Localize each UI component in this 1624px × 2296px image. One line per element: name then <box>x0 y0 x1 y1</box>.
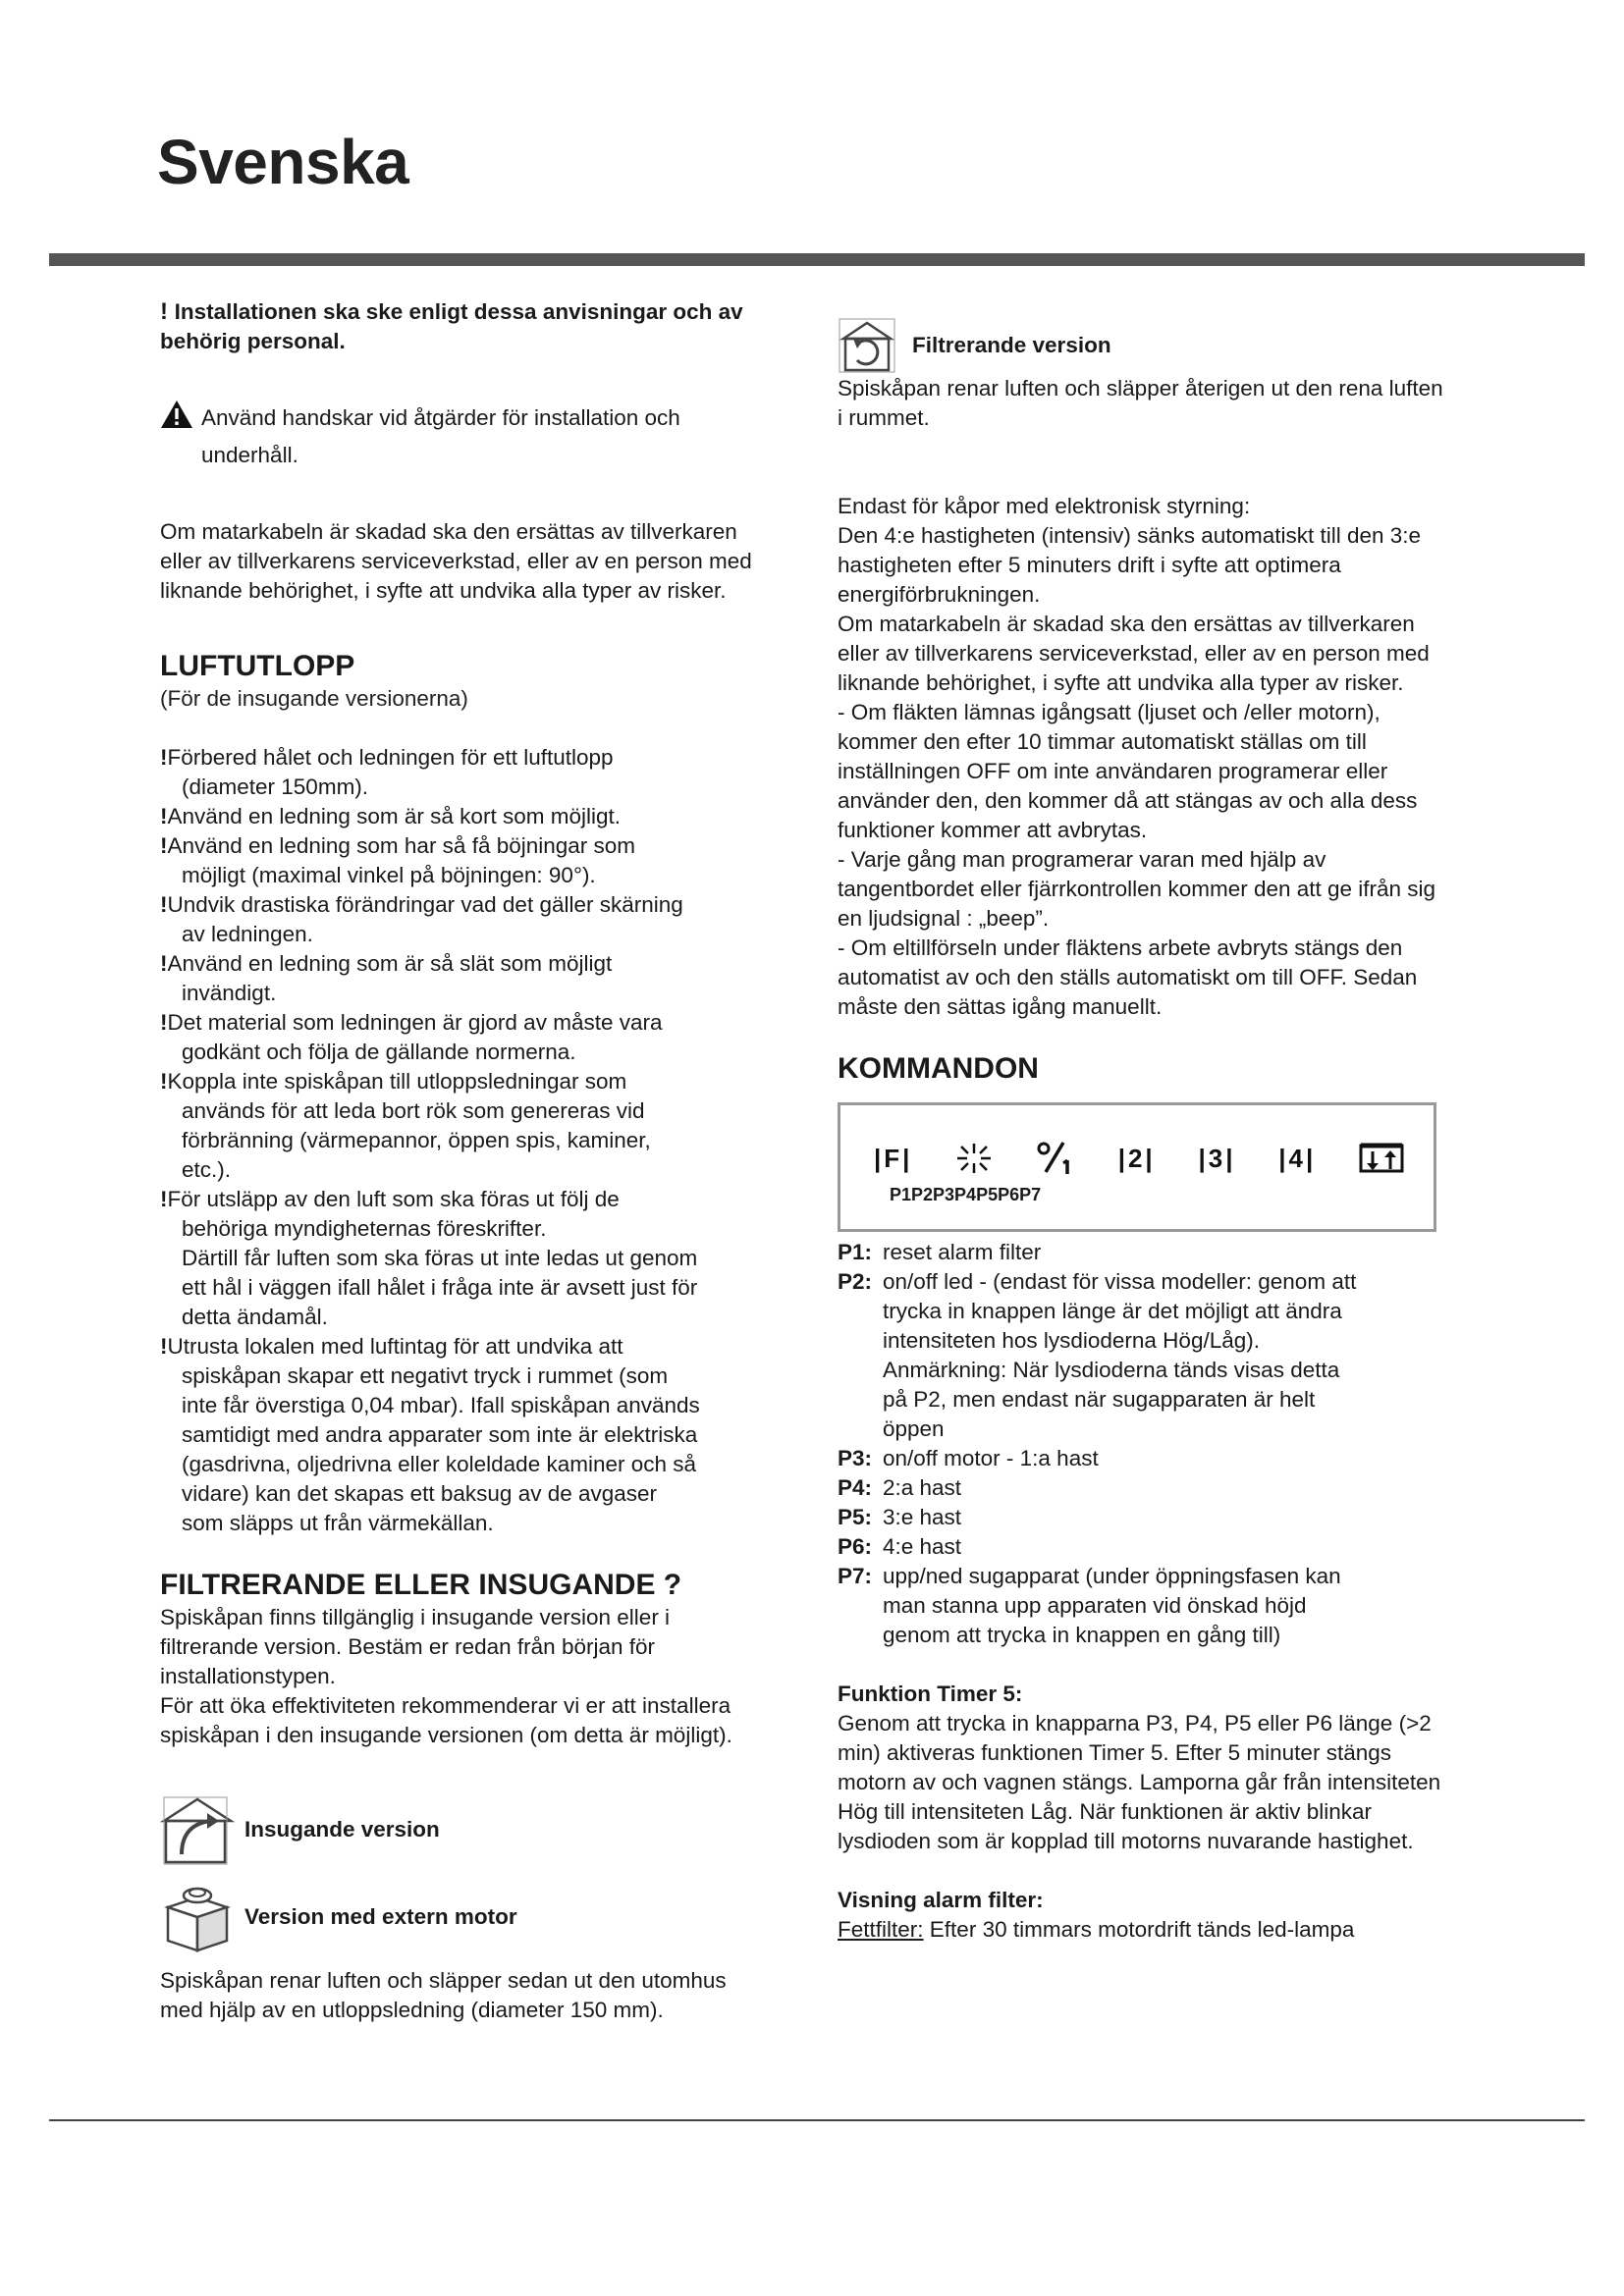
insugande-label: Insugande version <box>244 1817 440 1842</box>
list-item: P5: 3:e hast <box>838 1505 962 1529</box>
top-divider <box>49 253 1585 266</box>
gloves-warning-text: Använd handskar vid åtgärder för installation och underhåll. <box>201 405 680 467</box>
speed-3-symbol: |3| <box>1198 1144 1236 1173</box>
speed-2-symbol: |2| <box>1117 1144 1156 1173</box>
list-item: P4: 2:a hast <box>838 1475 962 1500</box>
cable-paragraph: Om matarkabeln är skadad ska den ersättas av tillverkaren eller av tillverkarens serviceverkstad, eller av en person med liknande behörighet, i syfte att undvika alla typer av risker. <box>160 519 752 603</box>
electronic-line-5: - Varje gång man programerar varan med hjälp av tangentbordet eller fjärrkontrollen kommer den att ge ifrån sig en ljudsignal : „beep”. <box>838 847 1436 931</box>
list-item: !Koppla inte spiskåpan till utloppsledningar som används för att leda bort rök som genereras vid förbränning (värmepannor, öppen spis, kaminer, etc.). <box>160 1069 651 1182</box>
filter-paragraph-1: Spiskåpan finns tillgänglig i insugande version eller i filtrerande version. Bestäm er redan från början för installationstypen. <box>160 1605 671 1688</box>
fettfilter-label: Fettfilter: <box>838 1917 924 1942</box>
p-list <box>838 1238 1451 1650</box>
left-column <box>160 297 764 2025</box>
filter-reset-symbol: |F| <box>874 1144 913 1173</box>
filter-paragraph-2: För att öka effektiviteten rekommenderar vi er att installera spiskåpan i den insugande versionen (om detta är möjligt). <box>160 1693 732 1747</box>
alarm-heading: Visning alarm filter: <box>838 1888 1044 1912</box>
electronic-line-6: - Om eltillförseln under fläktens arbete avbryts stängs den automatist av och den ställs automatiskt om till OFF. Sedan måste den sättas igång manuellt. <box>838 935 1418 1019</box>
up-down-icon <box>1359 1142 1404 1175</box>
motor-onoff-icon <box>1036 1141 1075 1176</box>
list-item: !Använd en ledning som har så få böjningar som möjligt (maximal vinkel på böjningen: 90°). <box>160 833 636 887</box>
panel-labels: P1P2P3P4P5P6P7 <box>890 1185 1042 1204</box>
insugande-version <box>160 1793 764 1866</box>
list-item: !Det material som ledningen är gjord av måste vara godkänt och följa de gällande normerna. <box>160 1010 663 1064</box>
alarm-text: Efter 30 timmars motordrift tänds led-lampa <box>929 1917 1355 1942</box>
list-item: P2: on/off led - (endast för vissa modeller: genom att trycka in knappen länge är det möjligt att ändra intensiteten hos lysdioderna Hög/Låg). Anmärkning: När lysdioderna tänds visas detta på P2, men endast när sugapparaten är helt öppen <box>838 1269 1357 1441</box>
list-item: P3: on/off motor - 1:a hast <box>838 1446 1099 1470</box>
extern-motor-text: Spiskåpan renar luften och släpper sedan ut den utomhus med hjälp av en utloppsledning (diameter 150 mm). <box>160 1968 727 2022</box>
list-item: P6: 4:e hast <box>838 1534 962 1559</box>
page-title: Svenska <box>157 127 409 197</box>
external-motor-icon <box>160 1880 235 1954</box>
filtrerande-text: Spiskåpan renar luften och släpper återigen ut den rena luften i rummet. <box>838 376 1443 430</box>
warning-triangle-icon <box>160 400 193 429</box>
list-item: !Förbered hålet och ledningen för ett luftutlopp (diameter 150mm). <box>160 745 614 799</box>
installation-warning-text: Installationen ska ske enligt dessa anvisningar och av behörig personal. <box>160 299 743 353</box>
filtrerande-label: Filtrerande version <box>912 333 1111 357</box>
alarm-text-line <box>838 1915 1451 1945</box>
luftutlopp-heading: LUFTUTLOPP <box>160 650 355 682</box>
timer-heading: Funktion Timer 5: <box>838 1682 1023 1706</box>
gloves-warning <box>160 400 764 474</box>
control-panel <box>838 1102 1436 1232</box>
bottom-divider <box>49 2119 1585 2121</box>
luftutlopp-subheading: (För de insugande versionerna) <box>160 686 468 711</box>
recirculation-house-icon <box>838 317 912 374</box>
filtrerande-version <box>838 317 1451 374</box>
timer-text: Genom att trycka in knapparna P3, P4, P5 eller P6 länge (>2 min) aktiveras funktionen Timer 5. Efter 5 minuter stängs motorn av och vagnen stängs. Lamporna går från intensiteten Hög till intensiteten Låg. När funktionen är aktiv blinkar lysdioden som är kopplad till motorns nuvarande hastighet. <box>838 1711 1441 1853</box>
ducted-house-icon <box>160 1793 235 1866</box>
panel-symbols <box>874 1139 1404 1178</box>
electronic-line-2: Den 4:e hastigheten (intensiv) sänks automatiskt till den 3:e hastigheten efter 5 minuters drift i syfte att optimera energiförbrukningen. <box>838 523 1422 607</box>
speed-4-symbol: |4| <box>1278 1144 1317 1173</box>
extern-motor-label: Version med extern motor <box>244 1904 517 1929</box>
kommandon-heading: KOMMANDON <box>838 1052 1039 1085</box>
list-item: !Utrusta lokalen med luftintag för att undvika att spiskåpan skapar ett negativt tryck i rummet (som inte får överstiga 0,04 mbar). Ifall spiskåpan används samtidigt med andra apparater som inte är elektriska (gasdrivna, oljedrivna eller koleldade kaminer och så vidare) kan det skapas ett baksug av de avgaser som släpps ut från värmekällan. <box>160 1334 700 1535</box>
extern-motor-version <box>160 1880 764 1954</box>
list-item: P1: reset alarm filter <box>838 1240 1042 1264</box>
installation-warning <box>160 297 764 356</box>
list-item: !För utsläpp av den luft som ska föras ut följ de behöriga myndigheternas föreskrifter. Därtill får luften som ska föras ut inte ledas ut genom ett hål i väggen ifall hålet i fråga inte är avsett just för detta ändamål. <box>160 1187 698 1329</box>
electronic-line-3: Om matarkabeln är skadad ska den ersättas av tillverkaren eller av tillverkarens serviceverkstad, eller av en person med liknande behörighet, i syfte att undvika alla typer av risker. <box>838 612 1430 695</box>
exclamation-icon: ! <box>160 298 175 325</box>
luftutlopp-list <box>160 743 764 1538</box>
light-icon <box>955 1142 993 1175</box>
list-item: !Undvik drastiska förändringar vad det gäller skärning av ledningen. <box>160 892 683 946</box>
filter-heading: FILTRERANDE ELLER INSUGANDE ? <box>160 1569 682 1601</box>
electronic-line-1: Endast för kåpor med elektronisk styrning: <box>838 494 1251 518</box>
list-item: !Använd en ledning som är så slät som möjligt invändigt. <box>160 951 613 1005</box>
list-item: P7: upp/ned sugapparat (under öppningsfasen kan man stanna upp apparaten vid önskad höjd genom att trycka in knappen en gång till) <box>838 1564 1341 1647</box>
right-column <box>838 317 1451 1945</box>
list-item: !Använd en ledning som är så kort som möjligt. <box>160 804 621 828</box>
electronic-line-4: - Om fläkten lämnas igångsatt (ljuset och /eller motorn), kommer den efter 10 timmar automatiskt ställas om till inställningen OFF om inte användaren programerar eller använder den, den kommer då att stängas av och alla dess funktioner kommer att avbrytas. <box>838 700 1418 842</box>
